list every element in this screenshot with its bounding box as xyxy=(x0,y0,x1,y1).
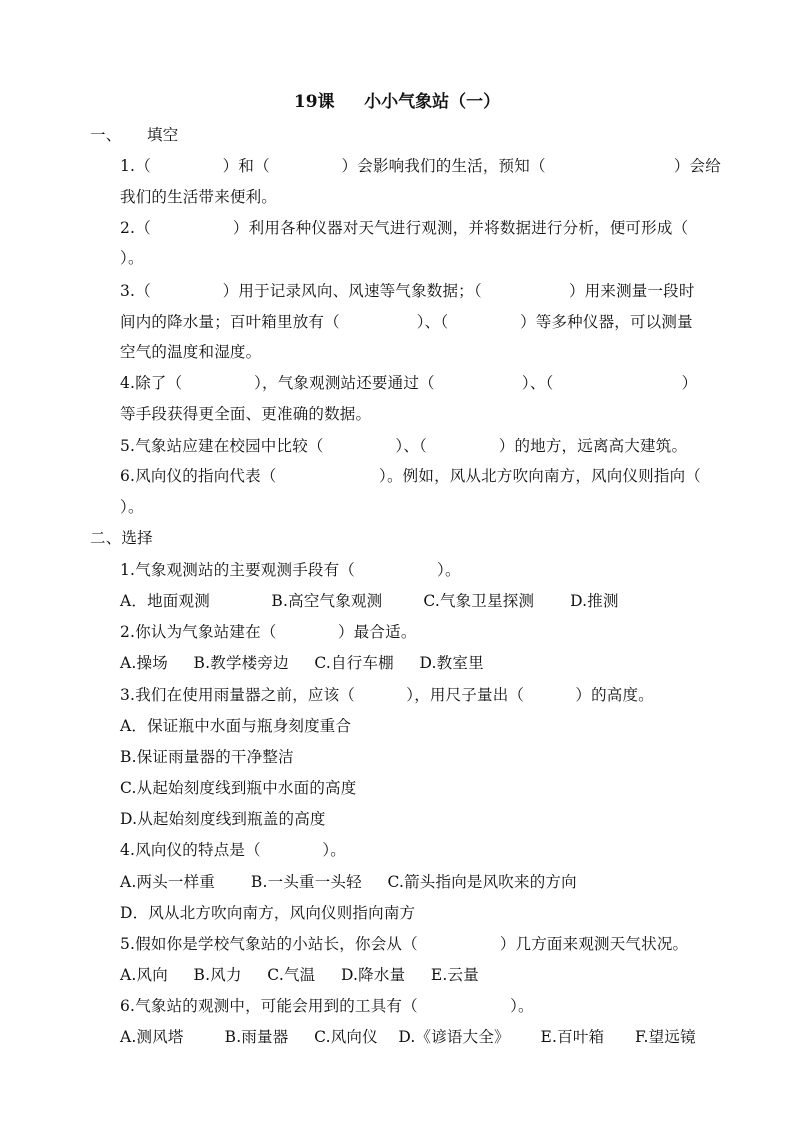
page-title: 19课 小小气象站（一） xyxy=(293,92,501,112)
fill-question-3-line-2: 间内的降水量；百叶箱里放有（ ）、（ ）等多种仪器，可以测量 xyxy=(120,313,693,331)
choice-question-4-options: A.两头一样重 B.一头重一头轻 C.箭头指向是风吹来的方向 xyxy=(120,873,577,891)
choice-question-2: 2.你认为气象站建在（ ）最合适。 xyxy=(120,623,417,641)
fill-question-3-line-1: 3.（ ）用于记录风向、风速等气象数据；（ ）用来测量一段时 xyxy=(120,282,695,300)
choice-question-6: 6.气象站的观测中，可能会用到的工具有（ ）。 xyxy=(120,997,534,1015)
fill-question-2-line-1: 2.（ ）利用各种仪器对天气进行观测，并将数据进行分析，便可形成（ xyxy=(120,219,689,237)
fill-question-1-line-1: 1.（ ）和（ ）会影响我们的生活，预知（ ）会给 xyxy=(120,157,721,175)
choice-question-4: 4.风向仪的特点是（ ）。 xyxy=(120,841,346,859)
fill-question-6-line-2: ）。 xyxy=(120,498,144,516)
choice-question-1-options: A．地面观测 B.高空气象观测 C.气象卫星探测 D.推测 xyxy=(120,592,619,610)
fill-question-2-line-2: ）。 xyxy=(120,249,144,267)
fill-question-4-line-2: 等手段获得更全面、更准确的数据。 xyxy=(120,405,372,423)
choice-question-2-options: A.操场 B.教学楼旁边 C.自行车棚 D.教室里 xyxy=(120,654,484,672)
fill-question-5: 5.气象站应建在校园中比较（ ）、（ ）的地方，远离高大建筑。 xyxy=(120,437,688,455)
choice-question-3-option-c: C.从起始刻度线到瓶中水面的高度 xyxy=(120,779,357,797)
choice-question-3-option-a: A．保证瓶中水面与瓶身刻度重合 xyxy=(120,717,352,735)
choice-question-5-options: A.风向 B.风力 C.气温 D.降水量 E.云量 xyxy=(120,966,479,984)
fill-question-6-line-1: 6.风向仪的指向代表（ ）。例如，风从北方吹向南方，风向仪则指向（ xyxy=(120,467,701,485)
section-2-heading: 二、选择 xyxy=(90,529,153,547)
fill-question-3-line-3: 空气的温度和湿度。 xyxy=(120,343,262,361)
choice-question-4-option-d: D．风从北方吹向南方，风向仪则指向南方 xyxy=(120,904,416,922)
fill-question-1-line-2: 我们的生活带来便利。 xyxy=(120,188,278,206)
choice-question-3-option-d: D.从起始刻度线到瓶盖的高度 xyxy=(120,810,326,828)
fill-question-4-line-1: 4.除了（ ），气象观测站还要通过（ ）、（ ） xyxy=(120,374,698,392)
choice-question-3: 3.我们在使用雨量器之前，应该（ ），用尺子量出（ ）的高度。 xyxy=(120,686,654,704)
choice-question-6-options: A.测风塔 B.雨量器 C.风向仪 D.《谚语大全》 E.百叶箱 F.望远镜 xyxy=(120,1028,696,1046)
choice-question-5: 5.假如你是学校气象站的小站长，你会从（ ）几方面来观测天气状况。 xyxy=(120,935,689,953)
choice-question-3-option-b: B.保证雨量器的干净整洁 xyxy=(120,748,294,766)
section-1-heading: 一、 填空 xyxy=(90,126,179,144)
choice-question-1: 1.气象观测站的主要观测手段有（ ）。 xyxy=(120,561,461,579)
